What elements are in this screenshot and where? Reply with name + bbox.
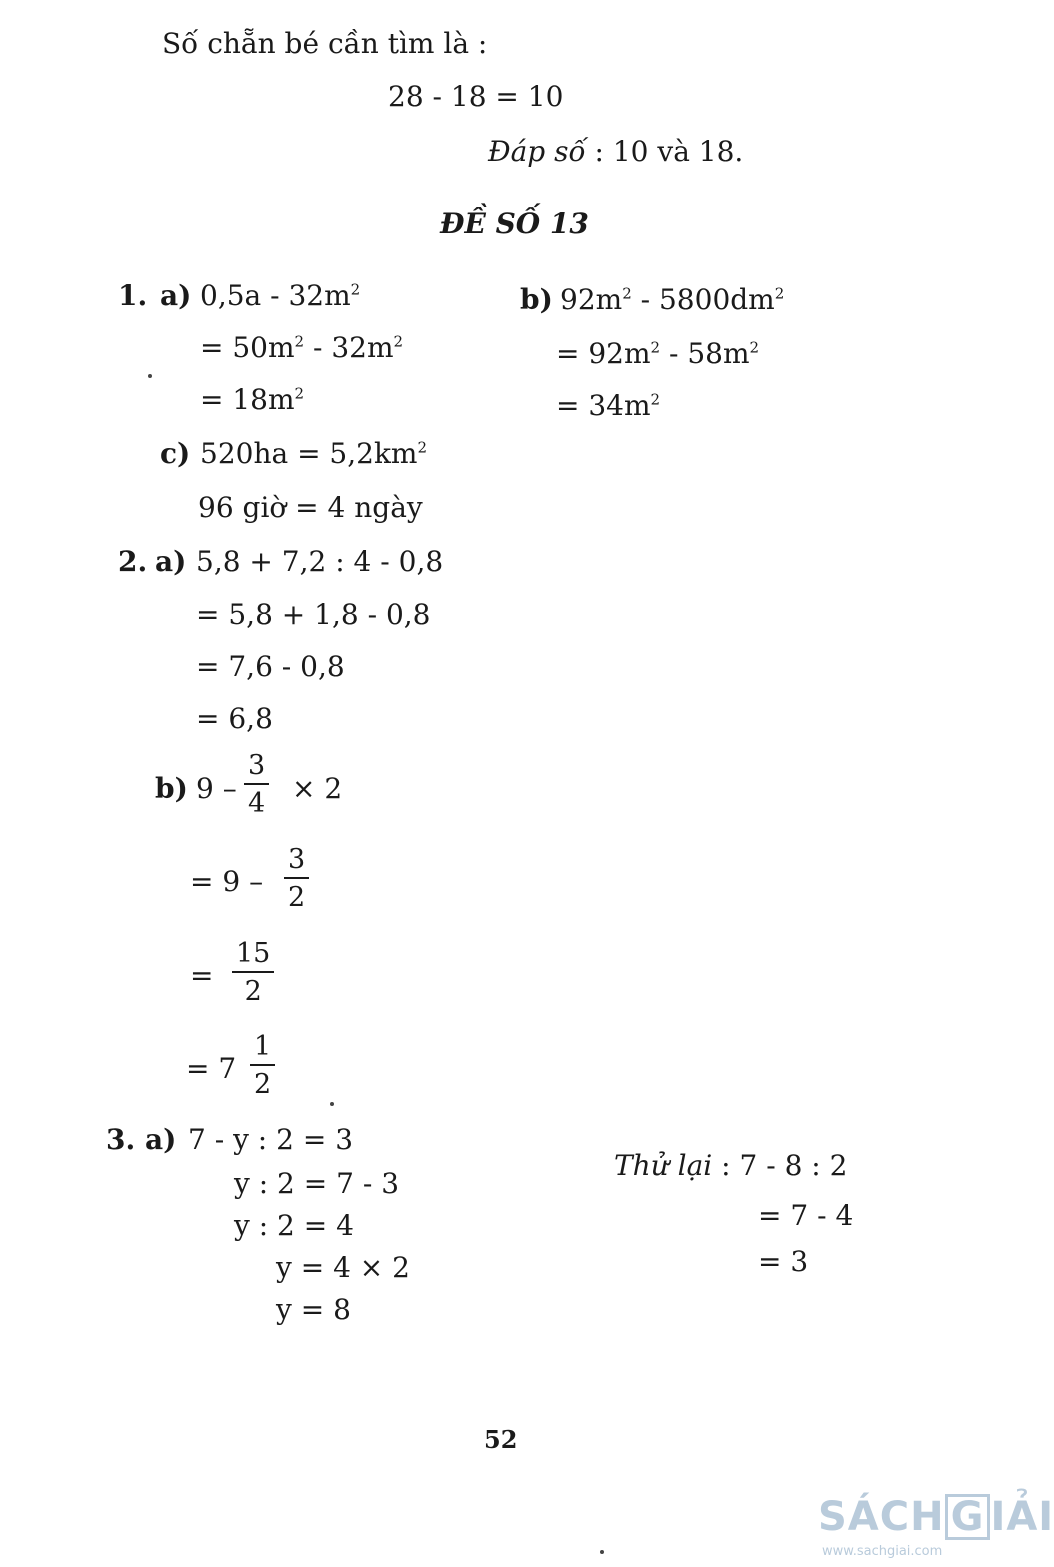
fraction-1-2: 1 2 <box>250 1033 275 1098</box>
intro-line-1: Số chẵn bé cần tìm là : <box>162 27 488 60</box>
fraction-3-4: 3 4 <box>244 752 269 817</box>
problem-2b-line-1-pre: 9 – <box>196 772 237 805</box>
answer-value: : 10 và 18. <box>594 135 744 168</box>
problem-3a-line-1: 7 - y : 2 = 3 <box>188 1123 354 1156</box>
problem-1a-line-1: $0,5a - 32m^2$ <box>200 279 361 312</box>
intro-equation: 28 - 18 = 10 <box>388 80 564 113</box>
problem-1a-line-3: = $18m^2$ <box>200 383 305 416</box>
fraction-15-2: 15 2 <box>232 940 274 1005</box>
problem-2b-line-3-pre: = <box>190 959 214 992</box>
problem-3a-line-5: y = 8 <box>276 1293 351 1326</box>
problem-1a-label: a) <box>160 279 192 312</box>
section-heading: ĐỀ SỐ 13 <box>440 207 589 240</box>
problem-2-label: 2. <box>118 545 148 578</box>
problem-1a-line-2: = $50m^2 - 32m^2$ <box>200 331 404 364</box>
problem-2a-label: a) <box>155 545 187 578</box>
watermark-logo: SÁCH G IẢI www.sachgiai.com <box>818 1494 1054 1559</box>
problem-1b-label: b) <box>520 283 553 316</box>
scan-speck <box>330 1102 334 1106</box>
problem-2a-line-2: = 5,8 + 1,8 - 0,8 <box>196 598 431 631</box>
problem-2a-line-3: = 7,6 - 0,8 <box>196 650 345 683</box>
watermark-url: www.sachgiai.com <box>822 1544 943 1559</box>
problem-3a-label: a) <box>145 1123 177 1156</box>
fraction-3-2: 3 2 <box>284 846 309 911</box>
problem-3a-line-3: y : 2 = 4 <box>234 1209 354 1242</box>
problem-3a-line-4: y = 4 × 2 <box>276 1251 410 1284</box>
problem-1c-line-1: $520ha = 5,2km^2$ <box>200 437 428 470</box>
problem-3a-line-2: y : 2 = 7 - 3 <box>234 1167 400 1200</box>
check-label: Thử lại <box>614 1149 713 1182</box>
problem-2a-line-4: = 6,8 <box>196 702 273 735</box>
problem-1b-line-2: = $92m^2 - 58m^2$ <box>556 337 760 370</box>
problem-2b-line-2-pre: = 9 – <box>190 865 264 898</box>
problem-2b-label: b) <box>155 772 188 805</box>
answer-label: Đáp số <box>488 135 586 168</box>
scan-speck <box>148 374 152 378</box>
problem-2b-line-1-post: × 2 <box>292 772 343 805</box>
problem-1c-line-2: 96 giờ = 4 ngày <box>198 491 423 524</box>
problem-3-label: 3. <box>106 1123 136 1156</box>
problem-2b-line-4-pre: = 7 <box>186 1052 237 1085</box>
problem-1c-label: c) <box>160 437 191 470</box>
check-line-2: = 7 - 4 <box>758 1199 854 1232</box>
check-line-1: Thử lại : 7 - 8 : 2 <box>614 1149 848 1182</box>
scan-speck <box>600 1550 604 1554</box>
problem-1b-line-3: = $34m^2$ <box>556 389 661 422</box>
check-line-3: = 3 <box>758 1245 809 1278</box>
page-number: 52 <box>484 1425 518 1454</box>
problem-1-label: 1. <box>118 279 148 312</box>
problem-2a-line-1: 5,8 + 7,2 : 4 - 0,8 <box>196 545 444 578</box>
problem-1b-line-1: $92m^2 - 5800dm^2$ <box>560 283 785 316</box>
intro-answer <box>488 135 744 168</box>
